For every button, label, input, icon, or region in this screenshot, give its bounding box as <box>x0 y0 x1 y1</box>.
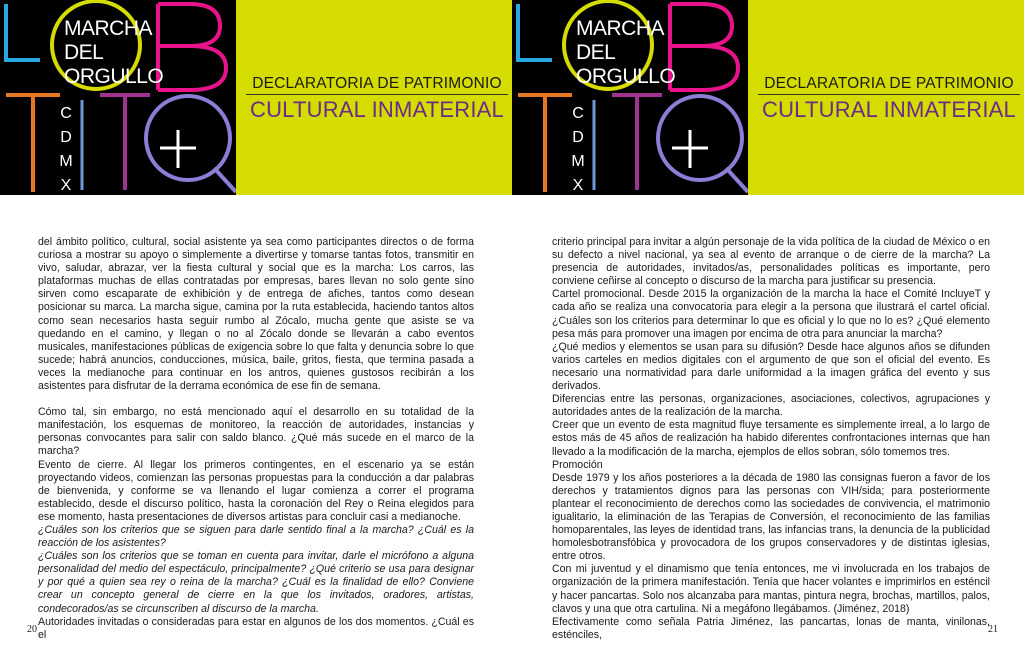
logo-word-marcha: MARCHA <box>576 17 665 40</box>
logo-letter-c: C <box>60 105 72 122</box>
letter-t-shape <box>6 95 60 192</box>
paragraph: ¿Qué medios y elementos se usan para su difusión? Desde hace algunos años se difunden varios carteles en medios digitales con el argumento de que son el oficial del evento. Es necesario una normatividad para darle uniformidad a la imagen gráfica del evento y sus derivados. <box>552 340 990 393</box>
declaration-line1: DECLARATORIA DE PATRIMONIO <box>252 75 502 92</box>
paragraph: Cómo tal, sin embargo, no está mencionado aquí el desarrollo en su totalidad de la manifestación, los esquemas de monitoreo, la reacción de autoridades, instancias y personas convocantes para salir con saldo blanco. ¿Qué más sucede en el marco de la marcha? <box>38 406 474 458</box>
logo-letter-x: X <box>572 177 584 194</box>
logo-letter-m: M <box>59 153 73 170</box>
declaration-line1: DECLARATORIA DE PATRIMONIO <box>764 75 1014 92</box>
logo-word-orgullo: ORGULLO <box>64 65 164 88</box>
header-divider <box>758 94 1020 95</box>
left-body-text <box>38 236 474 642</box>
letter-q-tail <box>726 168 748 192</box>
letter-t2-shape <box>100 95 150 190</box>
letter-b-shape <box>158 4 226 90</box>
paragraph: Efectivamente como señala Patria Jiménez, las pancartas, lonas de manta, vinilonas, esténciles, <box>552 615 990 641</box>
paragraph: Autoridades invitadas o consideradas para estar en algunos de los dos momentos. ¿Cuál es el <box>38 615 474 641</box>
header-banner <box>512 0 1024 195</box>
paragraph-italic: ¿Cuáles son los criterios que se toman en cuenta para invitar, darle el micrófono a alguna personalidad del medio del espectáculo, principalmente? ¿Qué criterio se usa para designar y por qué a quien sea rey o reina de la marcha? ¿Cuál es la finalidad de ello? Conviene crear un concepto general de cierre en la que los invitados, oradores, artistas, condecorados/as se circunscriben al discurso de la marcha. <box>38 550 474 615</box>
plus-shape <box>672 130 708 168</box>
letter-l-shape <box>518 4 552 60</box>
page-number: 21 <box>988 624 998 635</box>
logo-word-del: DEL <box>64 41 104 64</box>
paragraph: Con mi juventud y el dinamismo que tenía entonces, me vi involucrada en los trabajos de organización de la primera manifestación. Tenía que hacer volantes e imprimirlos en esténcil y hacer pancartas. Solo nos alcanzaba para mantas, pintura negra, brochas, martillos, palos, clavos y una que otra cartulina. Ni a megáfono llegábamos. (Jiménez, 2018) <box>552 563 990 615</box>
letter-t2-shape <box>612 95 662 190</box>
paragraph: criterio principal para invitar a algún personaje de la vida política de la ciudad de México o en su defecto a nivel nacional, ya sea al evento de arranque o de cierre de la marcha? La presencia de autoridades, invitados/as, personalidades políticas es importante, pero conviene ceñirse al concepto o discurso de la marcha para justificar su presencia. <box>552 236 990 288</box>
logo-word-orgullo: ORGULLO <box>576 65 676 88</box>
page-number: 20 <box>27 624 37 635</box>
logo-word-del: DEL <box>576 41 616 64</box>
logo-letter-c: C <box>572 105 584 122</box>
letter-q-shape <box>658 96 742 180</box>
logo-word-marcha: MARCHA <box>64 17 153 40</box>
marcha-orgullo-logo <box>0 0 236 195</box>
paragraph-italic: ¿Cuáles son los criterios que se siguen para darle sentido final a la marcha? ¿Cuál es la reacción de los asistentes? <box>38 523 474 550</box>
letter-q-tail <box>214 168 236 192</box>
logo-letter-m: M <box>571 153 585 170</box>
marcha-orgullo-logo <box>512 0 748 195</box>
paragraph-spacer <box>38 393 474 406</box>
letter-q-shape <box>146 96 230 180</box>
plus-shape <box>160 130 196 168</box>
logo-letter-x: X <box>60 177 72 194</box>
letter-l-shape <box>6 4 40 60</box>
header-banner <box>0 0 512 195</box>
paragraph: Desde 1979 y los años posteriores a la década de 1980 las consignas fueron a favor de los derechos y tratamientos dignos para las personas con VIH/sida; para posteriormente plantear el reconocimiento de derechos como las sociedades de convivencia, el matrimonio igualitario, la eliminación de las Terapias de Conversión, el reconocimiento de las familias homoparentales, las leyes de identidad trans, las infancias trans, la denuncia de la publicidad homolesbotransfóbica y provocadora de los grupos conservadores y de distintas iglesias, entre otros. <box>552 471 990 563</box>
declaration-line2: CULTURAL INMATERIAL <box>250 97 504 122</box>
section-heading: Promoción <box>552 458 603 471</box>
letter-b-shape <box>670 4 738 90</box>
right-body-text <box>552 236 990 642</box>
header-divider <box>246 94 508 95</box>
paragraph: del ámbito político, cultural, social asistente ya sea como participantes directos o de forma curiosa a mostrar su apoyo o simplemente a divertirse y tomarse tantas fotos, transmitir en vivo, saludar, abrazar, ver la fiesta cultural y social que es la marcha: Los carros, las plataformas muchas de ellas contratadas por empresas, bares llevan no solo gente sino sirven como escaparate de exhibición y de entrega de afiches, tantos como desean posicionar su marca. La marcha sigue, camina por la ruta establecida, haciendo tantos altos como sean necesarios hasta seguir rumbo al Zócalo, mucha gente que asiste se va quedando en el camino, y llegan o no al Zócalo donde se llevarán a cabo eventos musicales, manifestaciones públicas de exigencia sobre lo que falta y denuncia sobre lo que sucede; habrá anuncios, conducciones, música, baile, gritos, fiesta, que termina pasada a veces la medianoche para continuar en los antros, quienes gustosos recibirán a los asistentes para disfrutar de la derrama económica de ese fin de semana. <box>38 236 474 393</box>
paragraph: Creer que un evento de esta magnitud fluye tersamente es simplemente irreal, a lo largo de estos más de 45 años de realización ha habido diferentes confrontaciones internas que han llevado a la modificación de la marcha, ejemplos de ellos sobran, sólo tomemos tres. <box>552 419 990 458</box>
paragraph: Cartel promocional. Desde 2015 la organización de la marcha la hace el Comité IncluyeT y cada año se realiza una convocatoria para elegir a la persona que ilustrará el cartel oficial. ¿Cuáles son los criterios para determinar lo que es oficial y lo que no lo es? ¿Qué elemento pesa más para promover una imagen por encima de otra para anunciar la marcha? <box>552 288 990 340</box>
logo-letter-d: D <box>60 129 72 146</box>
paragraph: Diferencias entre las personas, organizaciones, asociaciones, colectivos, agrupaciones y autoridades antes de la realización de la marcha. <box>552 393 990 419</box>
right-page <box>512 0 1024 663</box>
letter-t-shape <box>518 95 572 192</box>
paragraph: Evento de cierre. Al llegar los primeros contingentes, en el escenario ya se están proyectando videos, comienzan las personas propuestas para la conducción a dar palabras de bienvenida, y conforme se va llenando el lugar comienza a correr el programa establecido, desde el discurso político, hasta la coronación del Rey o Reina elegidos para ese momento, hasta presentaciones de diversos artistas para concluir casi a medianoche. <box>38 458 474 523</box>
logo-letter-d: D <box>572 129 584 146</box>
declaration-line2: CULTURAL INMATERIAL <box>762 97 1016 122</box>
